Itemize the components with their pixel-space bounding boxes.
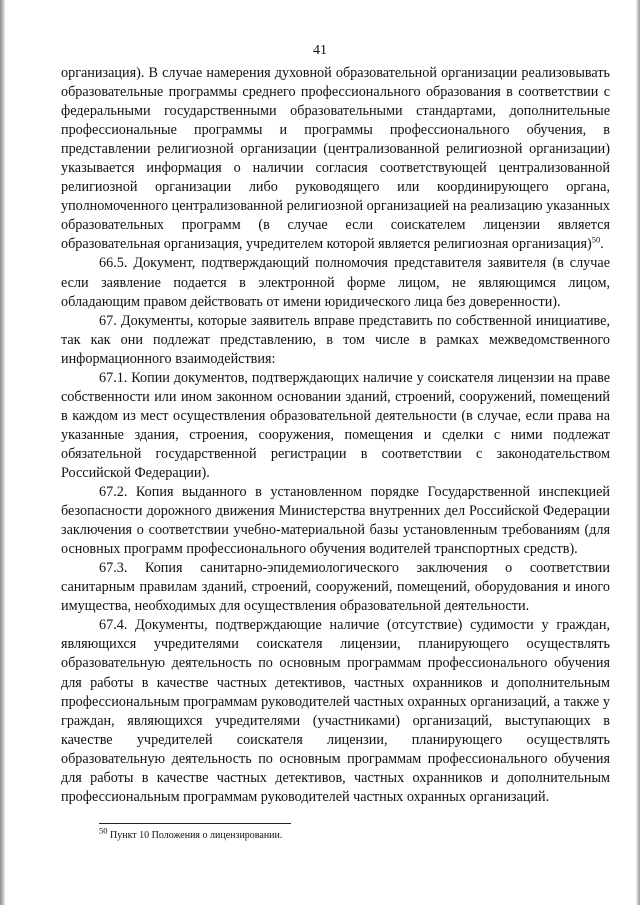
paragraph-67: 67. Документы, которые заявитель вправе представить по собственной инициативе, так как они подлежат представлению, в том числе в рамках межведомственного информационного взаимодействия:	[61, 312, 610, 367]
footnote-marker: 50	[99, 825, 108, 836]
paragraph-67-1: 67.1. Копии документов, подтверждающих наличие у соискателя лицензии на праве собственности или ином законном основании зданий, строений, сооружений, помещений в каждом из мест осуществления образовательной деятельности (в случае, если права на указанные здания, строения, сооружения, помещения и сделки с ними подлежат обязательной государственной регистрации в соответствии с законодательством Российской Федерации).	[61, 369, 610, 481]
paragraph-text: организация). В случае намерения духовной образовательной организации реализовывать образовательные программы среднего профессионального образования в соответствии с федеральными государственными образовательными стандартами, дополнительные профессиональные программы и программы профессионального обучения, в представлении религиозной организации (централизованной религиозной организации) указывается информация о наличии согласия соответствующей централизованной религиозной организации либо руководящего или координирующего органа, уполномоченного централизованной религиозной организацией на реализацию указанных образовательных программ (в случае если соискателем лицензии является образовательная организация, учредителем которой является религиозная организация)	[61, 65, 610, 253]
footnote-divider	[99, 823, 291, 824]
footnote	[99, 825, 599, 842]
footnote-reference[interactable]: 50	[591, 234, 601, 245]
paragraph-67-2: 67.2. Копия выданного в установленном порядке Государственной инспекцией безопасности дорожного движения Министерства внутренних дел Российской Федерации заключения о соответствии учебно-материальной базы установленным требованиям (для основных программ профессионального обучения водителей транспортных средств).	[61, 484, 610, 558]
paragraph-66-5: 66.5. Документ, подтверждающий полномочия представителя заявителя (в случае если заявление подается в электронной форме лицом, не являющимся лицом, обладающим правом действовать от имени юридического лица без доверенности).	[61, 255, 610, 310]
paragraph-67-4: 67.4. Документы, подтверждающие наличие (отсутствие) судимости у граждан, являющихся учредителями соискателя лицензии, планирующего осуществлять образовательную деятельность по основным программам профессионального обучения для работы в качестве частных детективов, частных охранников и дополнительным профессиональным программам руководителей частных охранных организаций, а также у граждан, являющихся учредителями (участниками) организаций, выступающих в качестве учредителей соискателя лицензии, планирующего осуществлять образовательную деятельность по основным программам профессионального обучения для работы в качестве частных детективов, частных охранников и дополнительным профессиональным программам руководителей частных охранных организаций.	[61, 617, 610, 805]
paragraph-67-3: 67.3. Копия санитарно-эпидемиологического заключения о соответствии санитарным правилам зданий, строений, сооружений, помещений, оборудования и иного имущества, необходимых для осуществления образовательной деятельности.	[61, 560, 610, 615]
body-text	[61, 64, 610, 807]
paragraph-continuation: организация). В случае намерения духовной образовательной организации реализовывать образовательные программы среднего профессионального образования в соответствии с федеральными государственными образовательными стандартами, дополнительные профессиональные программы и программы профессионального обучения, в представлении религиозной организации (централизованной религиозной организации) указывается информация о наличии согласия соответствующей централизованной религиозной организации либо руководящего или координирующего органа, уполномоченного централизованной религиозной организацией на реализацию указанных образовательных программ (в случае если соискателем лицензии является образовательная организация, учредителем которой является религиозная организация)$^{50}$.	[61, 65, 610, 253]
page-number: 41	[313, 43, 327, 58]
footnote-text: Пункт 10 Положения о лицензировании.	[107, 830, 283, 841]
